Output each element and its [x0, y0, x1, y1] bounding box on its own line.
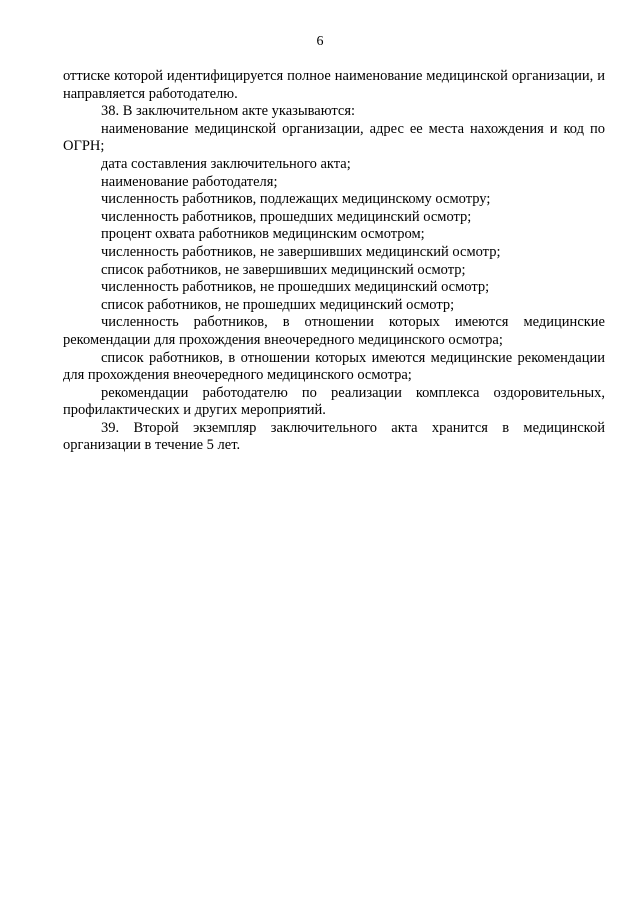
list-item: численность работников, прошедших медицинский осмотр; — [101, 208, 472, 225]
list-item: дата составления заключительного акта; — [101, 155, 351, 172]
clause-38-heading: 38. В заключительном акте указываются: — [101, 103, 356, 120]
paragraph-continuation: оттиске которой идентифицируется полное наименование медицинской организации, и направляется работодателю. — [63, 68, 605, 102]
list-item: процент охвата работников медицинским осмотром; — [101, 226, 425, 243]
page-number: 6 — [316, 34, 324, 49]
list-item: список работников, в отношении которых имеются медицинские рекомендации для прохождения внеочередного медицинского осмотра; — [63, 349, 605, 384]
list-item: наименование медицинской организации, адрес ее места нахождения и код по ОГРН; — [63, 120, 605, 155]
list-item: список работников, не прошедших медицинский осмотр; — [101, 296, 455, 313]
list-item: численность работников, не завершивших медицинский осмотр; — [101, 243, 501, 260]
list-item: список работников, не завершивших медицинский осмотр; — [101, 261, 466, 278]
document-body — [63, 68, 605, 455]
list-item: численность работников, подлежащих медицинскому осмотру; — [101, 191, 491, 208]
list-item: наименование работодателя; — [101, 173, 278, 190]
list-item: численность работников, не прошедших медицинский осмотр; — [101, 279, 490, 296]
list-item: численность работников, в отношении которых имеются медицинские рекомендации для прохождения внеочередного медицинского осмотра; — [63, 314, 605, 348]
list-item: рекомендации работодателю по реализации комплекса оздоровительных, профилактических и других мероприятий. — [63, 384, 605, 419]
clause-39: 39. Второй экземпляр заключительного акта хранится в медицинской организации в течение 5 лет. — [63, 419, 605, 454]
